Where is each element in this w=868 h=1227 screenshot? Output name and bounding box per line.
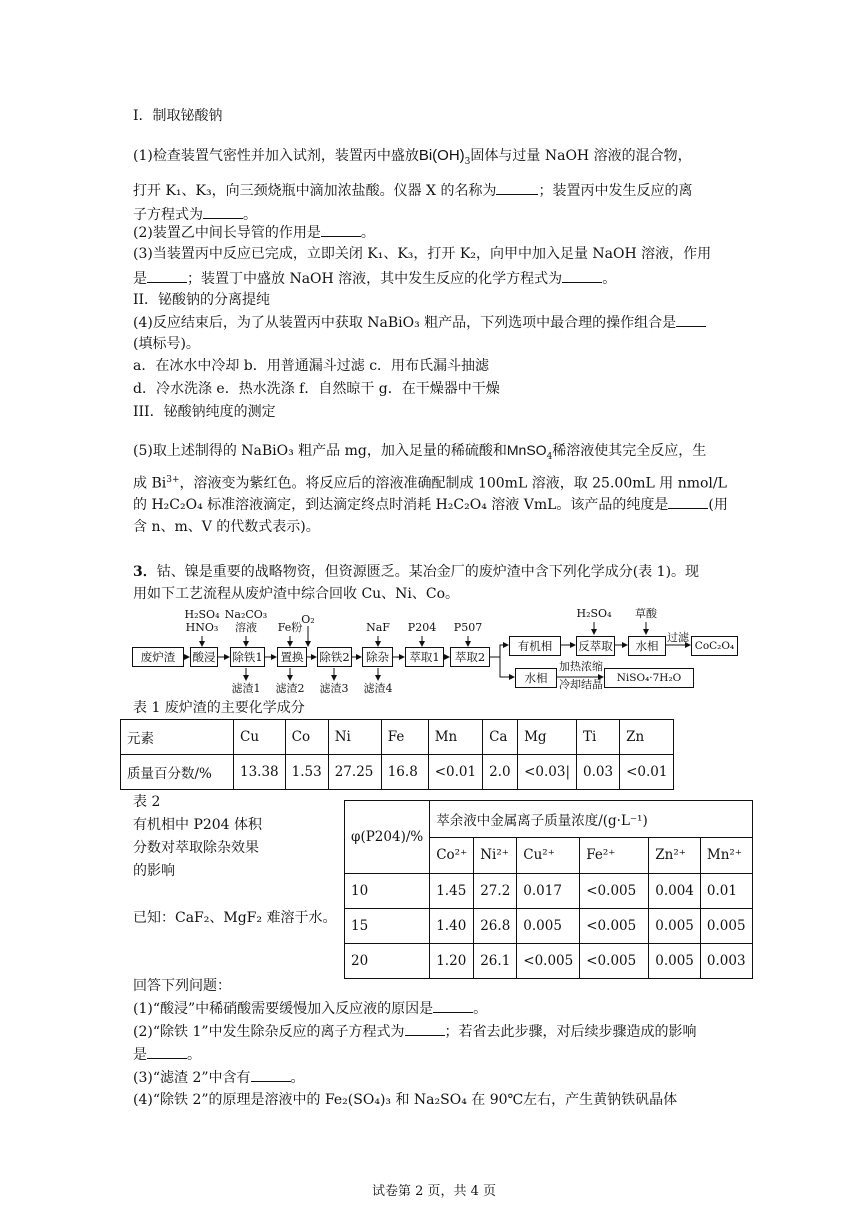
table-cell: 16.8 — [381, 755, 428, 790]
reagent-label: O₂ — [301, 613, 315, 626]
table-cell: Co — [285, 720, 328, 755]
residue-label: 滤渣1 — [231, 682, 261, 695]
flow-box: 反萃取 — [576, 636, 615, 656]
answer-question-4: (4)“除铁 2”的原理是溶液中的 Fe₂(SO₄)₃ 和 Na₂SO₄ 在 90℃左右，产生黄钠铁矾晶体 — [133, 1092, 678, 1108]
section-heading-1: I．制取铋酸钠 — [133, 108, 223, 124]
flow-box: 废炉渣 — [132, 647, 184, 667]
question-5-line-1: (5)取上述制得的 NaBiO₃ 粗产品 mg，加入足量的稀硫酸和MnSO$_4$稀溶液使其完全反应，生 — [133, 442, 707, 462]
table-cell: 质量百分数/% — [121, 755, 234, 790]
flow-box: CoC₂O₄ — [691, 636, 738, 656]
answer-question-2-line-2: 是 。 — [133, 1044, 201, 1065]
table-cell: Ni — [328, 720, 381, 755]
table-cell: 10 — [345, 874, 430, 909]
table-cell: Cu²⁺ — [517, 837, 580, 874]
table-cell: 1.20 — [430, 944, 474, 979]
table-cell: Mn — [428, 720, 482, 755]
table-cell: <0.005 — [580, 874, 649, 909]
flow-box: 酸浸 — [190, 647, 218, 667]
table-cell: 0.003 — [700, 944, 752, 979]
table-cell: 0.004 — [649, 874, 701, 909]
reagent-label: H₂SO₄ — [576, 607, 612, 620]
page-footer: 试卷第 2 页，共 4 页 — [371, 1184, 497, 1199]
table-row — [121, 755, 674, 790]
reagent-label: HNO₃ — [185, 621, 219, 634]
question-3-line-2: 是 ；装置丁中盛放 NaOH 溶液，其中发生反应的化学方程式为 。 — [133, 268, 616, 289]
residue-label: 滤渣3 — [319, 682, 349, 695]
known-condition: 已知：CaF₂、MgF₂ 难溶于水。 — [133, 910, 337, 926]
table-cell: φ(P204)/% — [345, 801, 430, 874]
process-label: 加热浓缩 — [559, 660, 603, 673]
table-cell: Co²⁺ — [430, 837, 474, 874]
table-1-caption: 表 1 废炉渣的主要化学成分 — [133, 700, 305, 716]
section-heading-2: II．铋酸钠的分离提纯 — [133, 292, 271, 308]
question-5-line-4: 含 n、m、V 的代数式表示)。 — [133, 519, 320, 535]
flow-box: 水相 — [515, 668, 557, 688]
table-cell: 26.1 — [474, 944, 517, 979]
table-cell: 20 — [345, 944, 430, 979]
table-cell: Fe — [381, 720, 428, 755]
question-2: (2)装置乙中间长导管的作用是 。 — [133, 222, 375, 243]
reagent-label: P204 — [407, 621, 437, 634]
table-row — [345, 944, 753, 979]
table-cell: Fe²⁺ — [580, 837, 649, 874]
table-cell: Zn²⁺ — [649, 837, 701, 874]
flow-box: 除铁2 — [317, 647, 352, 667]
flow-box: 置换 — [277, 647, 307, 667]
answer-question-2-line-1: (2)“除铁 1”中发生除杂反应的离子方程式为 ；若省去此步骤，对后续步骤造成的影响 — [133, 1021, 697, 1042]
table-2-caption: 的影响 — [133, 863, 175, 879]
table-cell: 27.2 — [474, 874, 517, 909]
table-cell: 0.005 — [649, 909, 701, 944]
table-cell: 0.017 — [517, 874, 580, 909]
composition-table — [120, 719, 674, 790]
table-row — [345, 801, 753, 838]
answer-blank[interactable] — [251, 1067, 291, 1082]
options-line-1: a．在冰水中冷却 b．用普通漏斗过滤 c．用布氏漏斗抽滤 — [133, 358, 490, 374]
table-cell: 0.005 — [700, 909, 752, 944]
process-label: 过滤 — [667, 631, 689, 644]
table-2-caption: 有机相中 P204 体积 — [133, 817, 263, 833]
question-4-line-2: (填标号)。 — [133, 336, 200, 352]
table-cell: Mn²⁺ — [700, 837, 752, 874]
table-cell: <0.01 — [620, 755, 674, 790]
question-1-line-3: 子方程式为 。 — [133, 204, 257, 225]
table-cell: Ni²⁺ — [474, 837, 517, 874]
residue-label: 滤渣2 — [275, 682, 305, 695]
table-2-caption: 分数对萃取除杂效果 — [133, 840, 259, 856]
question-3-intro-line-1: 3．钴、镍是重要的战略物资，但资源匮乏。某冶金厂的废炉渣中含下列化学成分(表 1)。现 — [133, 564, 700, 580]
section-heading-3: III．铋酸钠纯度的测定 — [133, 404, 276, 420]
reagent-label: 溶液 — [235, 621, 257, 634]
process-label: 冷却结晶 — [559, 678, 603, 691]
table-cell: 13.38 — [234, 755, 286, 790]
table-row — [121, 720, 674, 755]
extraction-table — [344, 800, 753, 979]
question-3-intro-line-2: 用如下工艺流程从废炉渣中综合回收 Cu、Ni、Co。 — [133, 586, 460, 602]
table-cell: 26.8 — [474, 909, 517, 944]
reagent-label: NaF — [366, 621, 390, 634]
table-cell: <0.03| — [518, 755, 577, 790]
table-cell: 27.25 — [328, 755, 381, 790]
question-5-line-2: 成 $Bi^{3+}$，溶液变为紫红色。将反应后的溶液准确配制成 100mL 溶液，取 25.00mL 用 nmol/L — [133, 475, 727, 492]
question-5-line-3: 的 H₂C₂O₄ 标准溶液滴定，到达滴定终点时消耗 H₂C₂O₄ 溶液 VmL。该产品的纯度是 (用 — [133, 494, 728, 515]
table-cell: Ca — [483, 720, 518, 755]
reagent-label: H₂SO₄ — [184, 608, 220, 621]
table-cell: Zn — [620, 720, 674, 755]
reagent-label: P507 — [453, 621, 483, 634]
flow-box: 萃取2 — [450, 647, 490, 667]
flow-box: 除杂 — [362, 647, 393, 667]
reagent-label: Fe粉 — [277, 621, 303, 634]
table-cell: <0.005 — [580, 909, 649, 944]
table-cell: 0.01 — [700, 874, 752, 909]
table-cell: 15 — [345, 909, 430, 944]
reagent-label: 草酸 — [635, 607, 657, 620]
table-cell: 1.53 — [285, 755, 328, 790]
table-cell: 2.0 — [483, 755, 518, 790]
table-cell: 0.005 — [649, 944, 701, 979]
residue-label: 滤渣4 — [363, 682, 393, 695]
table-cell: 0.03 — [577, 755, 620, 790]
table-cell: 1.45 — [430, 874, 474, 909]
flow-box: 有机相 — [509, 636, 561, 656]
reagent-label: Na₂CO₃ — [224, 608, 268, 621]
table-cell: Mg — [518, 720, 577, 755]
answer-blank[interactable] — [147, 1044, 187, 1059]
table-cell: Cu — [234, 720, 286, 755]
answer-blank[interactable] — [433, 998, 473, 1013]
table-cell: <0.01 — [428, 755, 482, 790]
answer-question-3: (3)“滤渣 2”中含有 。 — [133, 1067, 305, 1088]
table-cell: <0.005 — [580, 944, 649, 979]
answers-lead: 回答下列问题： — [133, 978, 231, 994]
question-1-line-2: 打开 K₁、K₃，向三颈烧瓶中滴加浓盐酸。仪器 X 的名称为 ；装置丙中发生反应的离 — [133, 180, 692, 201]
flow-box: NiSO₄·7H₂O — [604, 668, 694, 688]
options-line-2: d．冷水洗涤 e．热水洗涤 f．自然晾干 g．在干燥器中干燥 — [133, 381, 500, 397]
flow-box: 除铁1 — [230, 647, 265, 667]
table-row — [345, 874, 753, 909]
question-1-line-1: (1)检查装置气密性并加入试剂，装置丙中盛放$Bi(OH)_3$固体与过量 NaOH 溶液的混合物， — [133, 147, 692, 167]
table-cell: 0.005 — [517, 909, 580, 944]
answer-question-1: (1)“酸浸”中稀硝酸需要缓慢加入反应液的原因是 。 — [133, 998, 487, 1019]
question-4-line-1: (4)反应结束后，为了从装置丙中获取 NaBiO₃ 粗产品，下列选项中最合理的操作组合是 — [133, 312, 706, 333]
table-cell: 元素 — [121, 720, 234, 755]
table-2-caption: 表 2 — [133, 794, 161, 810]
table-cell: Ti — [577, 720, 620, 755]
table-row — [345, 909, 753, 944]
table-cell: 1.40 — [430, 909, 474, 944]
flow-box: 水相 — [628, 636, 666, 656]
table-cell: <0.005 — [517, 944, 580, 979]
question-3-line-1: (3)当装置丙中反应已完成，立即关闭 K₁、K₃，打开 K₂，向甲中加入足量 NaOH 溶液，作用 — [133, 246, 712, 262]
answer-blank[interactable] — [405, 1021, 445, 1036]
table-cell: 萃余液中金属离子质量浓度/(g·L⁻¹) — [430, 801, 752, 838]
flow-box: 萃取1 — [405, 647, 444, 667]
